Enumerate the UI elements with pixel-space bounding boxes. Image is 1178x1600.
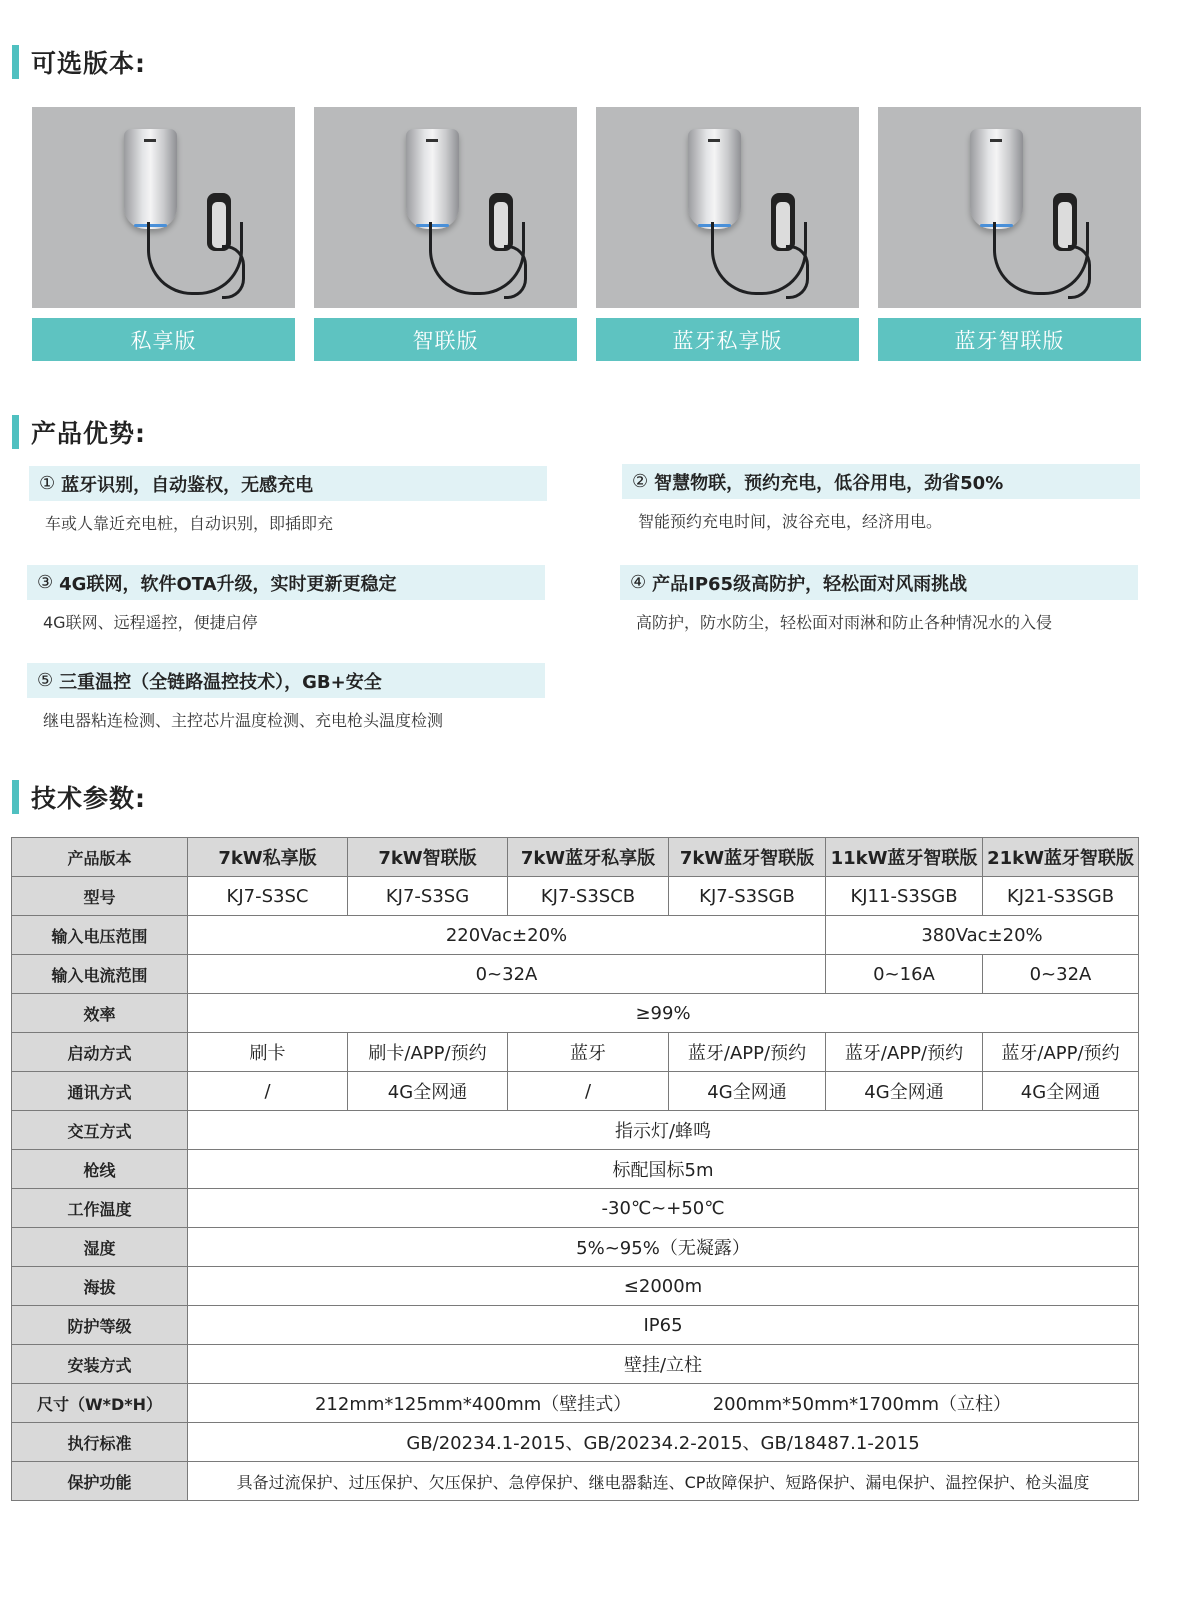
table-cell: 4G全网通 [826,1072,983,1111]
table-cell: 刷卡/APP/预约 [348,1033,508,1072]
column-header: 7kW私享版 [188,838,348,877]
row-label: 工作温度 [12,1189,188,1228]
table-cell: KJ7-S3SG [348,877,508,916]
dimension-pole: 200mm*50mm*1700mm（立柱） [712,1394,1012,1415]
specs-title: 技术参数: [31,784,146,813]
column-header: 7kW蓝牙智联版 [669,838,826,877]
versions-section-title [12,45,146,79]
table-row [12,1267,1139,1306]
specs-section-title [12,780,146,814]
table-row [12,877,1139,916]
charger-icon [970,129,1023,229]
advantage-item-3 [27,565,545,633]
advantage-desc: 高防护，防水防尘，轻松面对雨淋和防止各种情况水的入侵 [636,613,1053,632]
charger-icon [124,129,177,229]
advantage-item-1 [29,466,547,534]
charger-image [32,107,295,308]
table-cell: KJ7-S3SCB [508,877,669,916]
row-label: 效率 [12,994,188,1033]
row-label: 通讯方式 [12,1072,188,1111]
table-row [12,916,1139,955]
version-label: 蓝牙智联版 [878,318,1141,361]
table-cell: 4G全网通 [348,1072,508,1111]
row-label: 输入电压范围 [12,916,188,955]
table-row [12,1423,1139,1462]
dimension-wall: 212mm*125mm*400mm（壁挂式） [314,1394,632,1415]
table-cell: ≤2000m [188,1267,1139,1306]
table-row [12,1384,1139,1423]
version-label: 私享版 [32,318,295,361]
table-cell: ≥99% [188,994,1139,1033]
title-accent-bar [12,780,19,814]
advantage-heading [29,466,547,501]
row-label: 启动方式 [12,1033,188,1072]
table-row [12,1111,1139,1150]
advantage-number: ① [39,473,56,494]
version-card-smart[interactable] [314,107,577,361]
table-row [12,994,1139,1033]
spec-table [11,837,1139,1501]
row-label: 海拔 [12,1267,188,1306]
table-cell: 0~16A [826,955,983,994]
table-cell: KJ7-S3SGB [669,877,826,916]
row-label: 防护等级 [12,1306,188,1345]
version-label: 蓝牙私享版 [596,318,859,361]
table-cell [188,1384,1139,1423]
table-row [12,838,1139,877]
table-cell: KJ21-S3SGB [983,877,1139,916]
version-card-bt-smart[interactable] [878,107,1141,361]
row-label: 交互方式 [12,1111,188,1150]
title-accent-bar [12,45,19,79]
charger-image [878,107,1141,308]
row-label: 输入电流范围 [12,955,188,994]
table-cell: 蓝牙 [508,1033,669,1072]
table-cell: 蓝牙/APP/预约 [669,1033,826,1072]
table-cell: GB/20234.1-2015、GB/20234.2-2015、GB/18487.1-2015 [188,1423,1139,1462]
advantage-item-4 [620,565,1138,633]
row-label: 产品版本 [12,838,188,877]
table-cell: 刷卡 [188,1033,348,1072]
advantage-title: 4G联网，软件OTA升级，实时更新更稳定 [59,573,397,595]
table-cell: IP65 [188,1306,1139,1345]
advantage-item-5 [27,663,545,731]
table-cell: / [508,1072,669,1111]
table-cell: KJ7-S3SC [188,877,348,916]
advantage-title: 智慧物联，预约充电，低谷用电，劲省50% [654,472,1004,494]
advantage-item-2 [622,464,1140,532]
advantage-number: ③ [37,572,54,593]
advantage-heading [620,565,1138,600]
row-label: 保护功能 [12,1462,188,1501]
row-label: 湿度 [12,1228,188,1267]
table-cell: 指示灯/蜂鸣 [188,1111,1139,1150]
table-row [12,1033,1139,1072]
column-header: 7kW智联版 [348,838,508,877]
table-row [12,1150,1139,1189]
row-label: 枪线 [12,1150,188,1189]
table-cell: 380Vac±20% [826,916,1139,955]
table-cell: 0~32A [983,955,1139,994]
advantage-desc: 继电器粘连检测、主控芯片温度检测、充电枪头温度检测 [43,711,444,730]
version-card-bt-private[interactable] [596,107,859,361]
table-cell: 壁挂/立柱 [188,1345,1139,1384]
table-cell: -30℃~+50℃ [188,1189,1139,1228]
table-row [12,955,1139,994]
table-cell: 0~32A [188,955,826,994]
table-cell: 220Vac±20% [188,916,826,955]
version-card-private[interactable] [32,107,295,361]
table-cell: / [188,1072,348,1111]
row-label: 安装方式 [12,1345,188,1384]
advantages-section-title [12,415,146,449]
charger-icon [688,129,741,229]
advantage-heading [622,464,1140,499]
column-header: 7kW蓝牙私享版 [508,838,669,877]
column-header: 11kW蓝牙智联版 [826,838,983,877]
charger-image [314,107,577,308]
charger-icon [406,129,459,229]
advantage-desc: 4G联网、远程遥控，便捷启停 [43,613,258,632]
advantages-title: 产品优势: [31,419,146,448]
advantage-number: ② [632,471,649,492]
charger-image [596,107,859,308]
table-cell: 蓝牙/APP/预约 [826,1033,983,1072]
advantage-desc: 车或人靠近充电桩，自动识别，即插即充 [45,514,334,533]
table-cell: 具备过流保护、过压保护、欠压保护、急停保护、继电器黏连、CP故障保护、短路保护、漏电保护、温控保护、枪头温度 [188,1462,1139,1501]
title-accent-bar [12,415,19,449]
advantage-heading [27,565,545,600]
table-row [12,1345,1139,1384]
advantage-heading [27,663,545,698]
advantage-number: ④ [630,572,647,593]
table-cell: KJ11-S3SGB [826,877,983,916]
advantage-number: ⑤ [37,670,54,691]
table-row [12,1189,1139,1228]
table-row [12,1306,1139,1345]
advantage-title: 产品IP65级高防护，轻松面对风雨挑战 [652,573,968,595]
advantage-title: 三重温控（全链路温控技术），GB+安全 [59,671,382,693]
table-cell: 标配国标5m [188,1150,1139,1189]
table-cell: 4G全网通 [983,1072,1139,1111]
table-row [12,1228,1139,1267]
row-label: 型号 [12,877,188,916]
row-label: 执行标准 [12,1423,188,1462]
table-row [12,1072,1139,1111]
column-header: 21kW蓝牙智联版 [983,838,1139,877]
advantage-title: 蓝牙识别，自动鉴权，无感充电 [61,474,314,496]
table-cell: 5%~95%（无凝露） [188,1228,1139,1267]
row-label: 尺寸（W*D*H） [12,1384,188,1423]
version-label: 智联版 [314,318,577,361]
table-cell: 4G全网通 [669,1072,826,1111]
table-row [12,1462,1139,1501]
advantage-desc: 智能预约充电时间，波谷充电，经济用电。 [638,512,943,531]
versions-title: 可选版本: [31,49,146,78]
table-cell: 蓝牙/APP/预约 [983,1033,1139,1072]
